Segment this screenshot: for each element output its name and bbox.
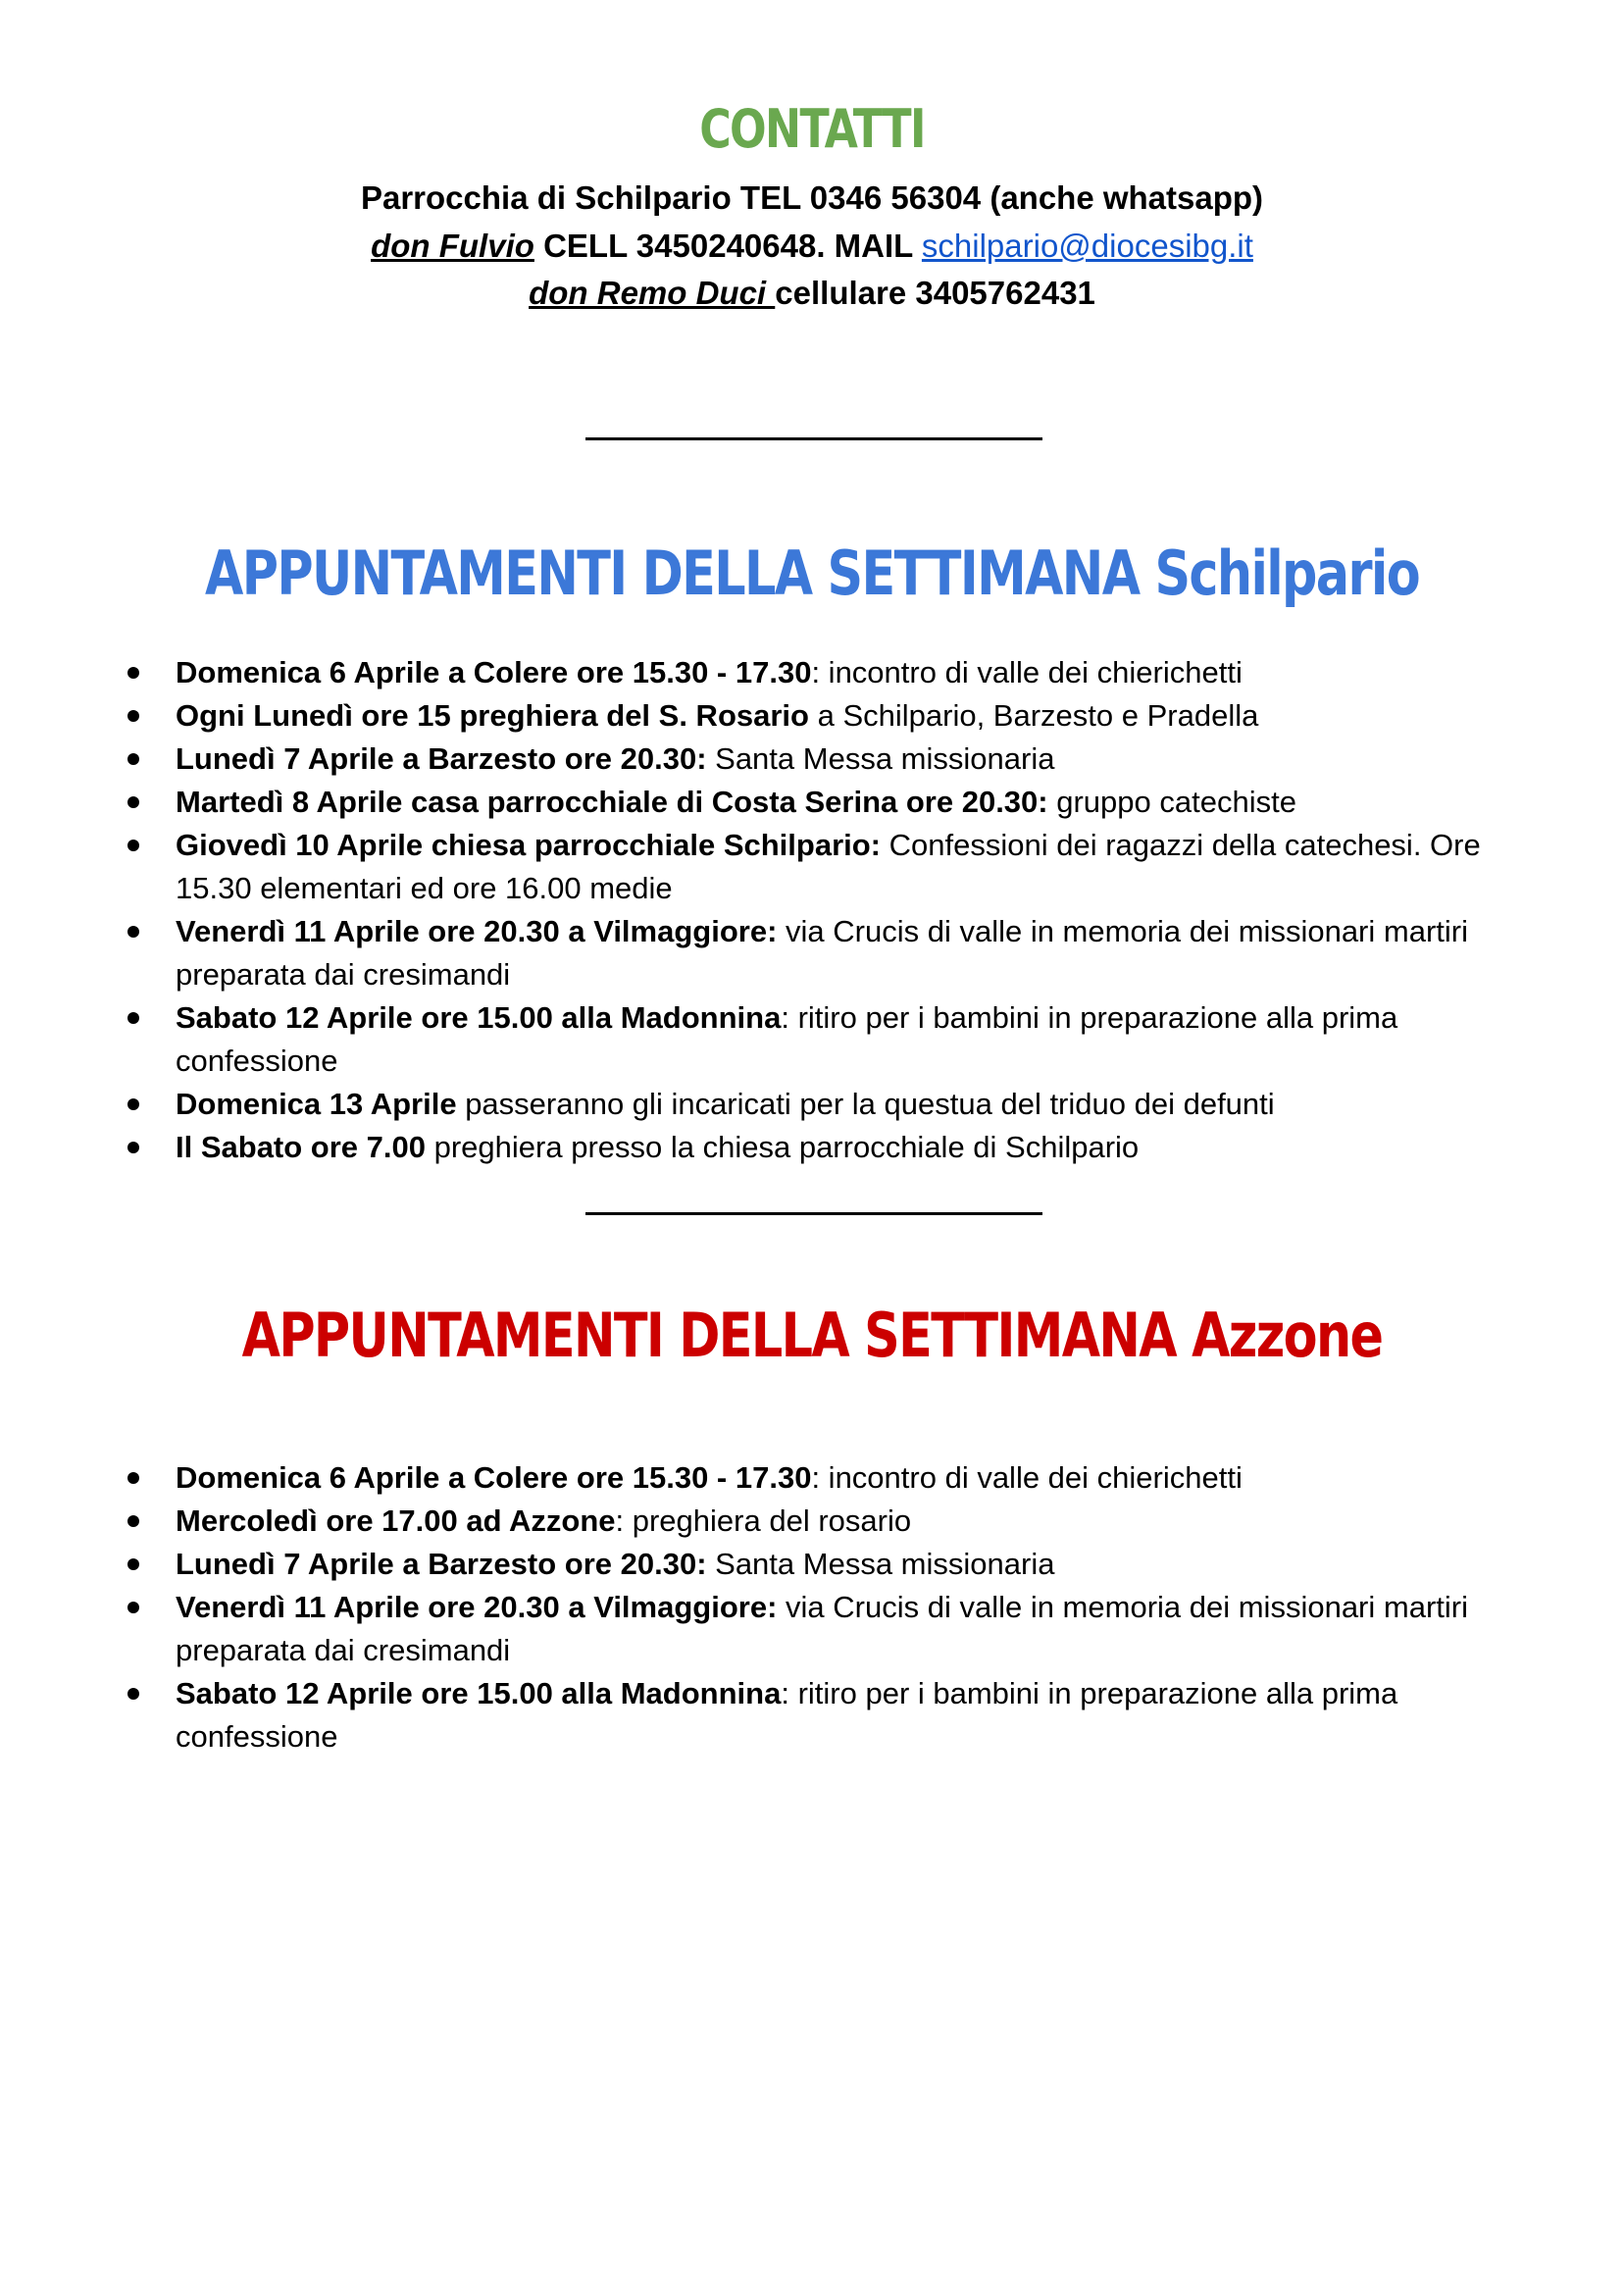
bullet-icon: [127, 710, 139, 722]
don-fulvio-name: don Fulvio: [371, 228, 534, 264]
bullet-icon: [127, 926, 139, 938]
list-item: [0, 996, 1624, 1083]
event-date: Lunedì 7 Aprile a Barzesto ore 20.30:: [176, 741, 707, 776]
bullet-icon: [127, 796, 139, 808]
event-description: a Schilpario, Barzesto e Pradella: [808, 698, 1259, 733]
event-description: : ritiro per i bambini in preparazione alla prima confessione: [176, 1000, 1398, 1078]
event-description: Santa Messa missionaria: [706, 741, 1055, 776]
azzone-heading: [146, 1300, 1478, 1372]
list-item: [0, 694, 1624, 738]
bullet-icon: [127, 1472, 139, 1484]
list-item: [0, 1456, 1624, 1500]
event-description: via Crucis di valle in memoria dei missionari martiri preparata dai cresimandi: [176, 1590, 1468, 1667]
don-remo-phone: cellulare 3405762431: [775, 275, 1095, 311]
don-remo-name: don Remo Duci: [529, 275, 776, 311]
event-description: gruppo catechiste: [1047, 785, 1296, 819]
list-item: [0, 824, 1624, 910]
event-date: Giovedì 10 Aprile chiesa parrocchiale Schilpario:: [176, 828, 882, 862]
azzone-event-list: [0, 1456, 1624, 1759]
section-divider: [585, 1212, 1042, 1215]
list-item: [0, 1586, 1624, 1672]
azzone-heading-main: APPUNTAMENTI DELLA SETTIMANA: [241, 1300, 1193, 1371]
schilpario-heading-place: Schilpario: [1154, 537, 1419, 609]
bullet-icon: [127, 840, 139, 851]
event-date: Ogni Lunedì ore 15 preghiera del S. Rosario: [176, 698, 809, 733]
list-item: [0, 1672, 1624, 1759]
email-link[interactable]: schilpario@diocesibg.it: [921, 228, 1253, 264]
list-item: [0, 651, 1624, 694]
event-date: Domenica 6 Aprile a Colere ore 15.30 - 17.30: [176, 1460, 812, 1495]
bullet-icon: [127, 753, 139, 765]
bullet-icon: [127, 1142, 139, 1153]
don-fulvio-line: [0, 223, 1624, 270]
event-description: : ritiro per i bambini in preparazione alla prima confessione: [176, 1676, 1398, 1754]
bullet-icon: [127, 1602, 139, 1613]
event-description: : incontro di valle dei chierichetti: [811, 1460, 1243, 1495]
list-item: [0, 1083, 1624, 1126]
bullet-icon: [127, 667, 139, 679]
list-item: [0, 1126, 1624, 1169]
list-item: [0, 1500, 1624, 1543]
list-item: [0, 738, 1624, 781]
don-remo-line: [0, 270, 1624, 317]
list-item: [0, 781, 1624, 824]
section-divider: [585, 437, 1042, 440]
list-item: [0, 1543, 1624, 1586]
event-description: passeranno gli incaricati per la questua del triduo dei defunti: [456, 1087, 1275, 1121]
event-date: Domenica 6 Aprile a Colere ore 15.30 - 17.30: [176, 655, 812, 689]
bullet-icon: [127, 1012, 139, 1024]
schilpario-heading: [146, 537, 1478, 610]
event-date: Venerdì 11 Aprile ore 20.30 a Vilmaggiore:: [176, 1590, 778, 1624]
azzone-heading-place: Azzone: [1192, 1300, 1383, 1371]
list-item: [0, 910, 1624, 996]
bullet-icon: [127, 1098, 139, 1110]
event-description: : incontro di valle dei chierichetti: [811, 655, 1243, 689]
event-date: Sabato 12 Aprile ore 15.00 alla Madonnina: [176, 1676, 782, 1710]
event-date: Il Sabato ore 7.00: [176, 1130, 426, 1164]
event-date: Mercoledì ore 17.00 ad Azzone: [176, 1504, 616, 1538]
schilpario-event-list: [0, 651, 1624, 1169]
event-date: Lunedì 7 Aprile a Barzesto ore 20.30:: [176, 1547, 707, 1581]
event-date: Domenica 13 Aprile: [176, 1087, 457, 1121]
event-description: via Crucis di valle in memoria dei missionari martiri preparata dai cresimandi: [176, 914, 1468, 992]
bullet-icon: [127, 1515, 139, 1527]
don-fulvio-contact: CELL 3450240648. MAIL: [533, 228, 922, 264]
event-date: Martedì 8 Aprile casa parrocchiale di Costa Serina ore 20.30:: [176, 785, 1048, 819]
bullet-icon: [127, 1688, 139, 1700]
event-description: preghiera presso la chiesa parrocchiale di Schilpario: [426, 1130, 1140, 1164]
parish-phone-line: Parrocchia di Schilpario TEL 0346 56304 (anche whatsapp): [360, 179, 1264, 216]
contatti-heading: CONTATTI: [699, 98, 925, 160]
event-description: Confessioni dei ragazzi della catechesi. Ore 15.30 elementari ed ore 16.00 medie: [176, 828, 1481, 905]
event-description: Santa Messa missionaria: [706, 1547, 1055, 1581]
event-description: : preghiera del rosario: [615, 1504, 912, 1538]
event-date: Venerdì 11 Aprile ore 20.30 a Vilmaggiore:: [176, 914, 778, 948]
bullet-icon: [127, 1558, 139, 1570]
event-date: Sabato 12 Aprile ore 15.00 alla Madonnina: [176, 1000, 782, 1035]
schilpario-heading-main: APPUNTAMENTI DELLA SETTIMANA: [204, 537, 1155, 609]
